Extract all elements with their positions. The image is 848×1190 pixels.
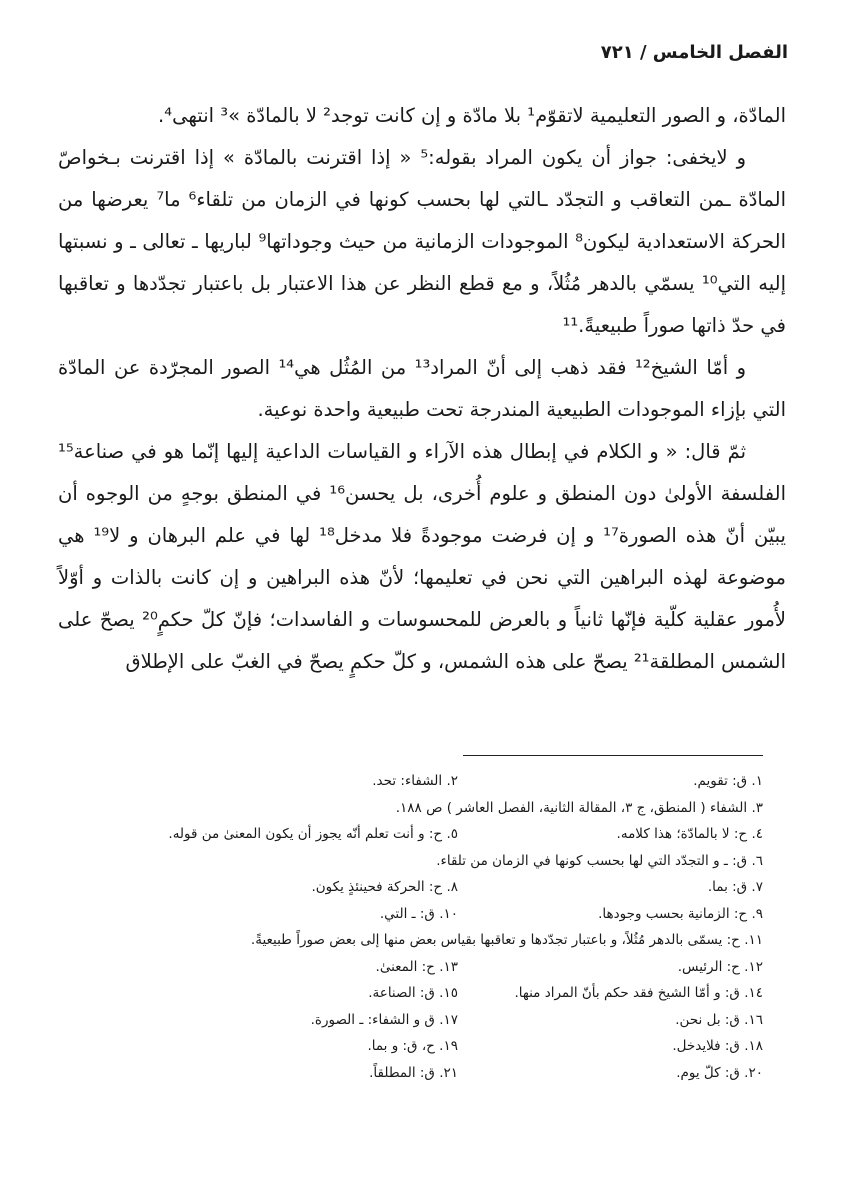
footnote-row — [95, 954, 763, 981]
footnote-row — [95, 768, 763, 795]
footnote: ٢٠. ق: كلّ يوم. — [676, 1064, 763, 1081]
main-text — [58, 95, 786, 683]
paragraph: و لايخفى: جواز أن يكون المراد بقوله:⁵ « إذا اقترنت بالمادّة » إذا اقترنت بـخواصّ المادّة ـمن التعاقب و التجدّد ـالتي لها بحسب كونها في الزمان من تلقاء⁶ ما⁷ يعرضها من الحركة الاستعدادية ليكون⁸ الموجودات الزمانية من حيث وجوداتها⁹ لباريها ـ تعالى ـ و نسبتها إليه التي¹⁰ يسمّي بالدهر مُثُلاً، و مع قطع النظر عن هذا الاعتبار بل باعتبار تجدّدها و تعاقبها في حدّ ذاتها صوراً طبيعيةً.¹¹ — [58, 146, 787, 337]
footnote: ١٩. ح، ق: و بما. — [367, 1038, 458, 1054]
footnotes — [95, 768, 763, 1086]
footnote-row — [95, 795, 763, 822]
footnote-row — [95, 1060, 763, 1087]
footnote-row — [95, 848, 763, 875]
footnote: ٧. ق: بما. — [707, 879, 763, 895]
footnote: ٣. الشفاء ( المنطق، ج ٣، المقالة الثانية، الفصل العاشر ) ص ١٨٨. — [395, 799, 763, 816]
footnote: ٨. ح: الحركة فحينئذٍ يكون. — [311, 879, 458, 895]
footnote-row — [95, 1033, 763, 1060]
footnote: ١٤. ق: و أمّا الشيخ فقد حكم بأنّ المراد منها. — [514, 985, 763, 1001]
footnote-separator — [0, 755, 848, 756]
footnote: ١٥. ق: الصناعة. — [368, 985, 458, 1001]
footnote: ١٨. ق: فلايدخل. — [672, 1038, 763, 1054]
footnote-row — [95, 927, 763, 954]
footnote: ٢١. ق: المطلقاً. — [369, 1064, 458, 1081]
footnote: ١٠. ق: ـ التي. — [379, 905, 458, 922]
footnote-row — [95, 901, 763, 928]
footnote: ١٣. ح: المعنىٰ. — [375, 958, 458, 975]
paragraph: المادّة، و الصور التعليمية لاتقوّم¹ بلا مادّة و إن كانت توجد² لا بالمادّة »³ انتهى⁴. — [158, 104, 786, 127]
footnote: ٦. ق: ـ و التجدّد التي لها بحسب كونها في الزمان من تلقاء. — [436, 852, 763, 869]
footnote: ١٦. ق: بل نحن. — [675, 1011, 763, 1028]
paragraph: و أمّا الشيخ¹² فقد ذهب إلى أنّ المراد¹³ من المُثُل هي¹⁴ الصور المجرّدة عن المادّة التي بإزاء الموجودات الطبيعية المندرجة تحت طبيعية واحدة نوعية. — [58, 356, 786, 421]
footnote: ٤. ح: لا بالمادّة؛ هذا كلامه. — [616, 826, 763, 842]
paragraph: ثمّ قال: « و الكلام في إبطال هذه الآراء و القياسات الداعية إليها إنّما هو في صناعة¹⁵ الفلسفة الأولىٰ دون المنطق و علوم أُخرى، بل يحسن¹⁶ في المنطق بوجهٍ من الوجوه أن يبيّن أنّ هذه الصورة¹⁷ و إن فرضت موجودةً فلا مدخل¹⁸ لها في علم البرهان و لا¹⁹ هي موضوعة لهذه البراهين التي نحن في تعليمها؛ لأنّ هذه البراهين و إن كانت بالذات و أوّلاً لأُمور عقلية كلّية فإنّها ثانياً و بالعرض للمحسوسات و الفاسدات؛ فإنّ كلّ حكمٍ²⁰ يصحّ على الشمس المطلقة²¹ يصحّ على هذه الشمس، و كلّ حكمٍ يصحّ في الغبّ على الإطلاق — [58, 440, 787, 673]
running-header: الفصل الخامس / ٧٢١ — [600, 42, 788, 63]
footnote-row — [95, 1007, 763, 1034]
footnote-row — [95, 821, 763, 848]
footnote: ١. ق: تقويم. — [693, 773, 763, 789]
footnote: ٥. ح: و أنت تعلم أنّه يجوز أن يكون المعنىٰ من قوله. — [168, 826, 458, 842]
footnote-row — [95, 980, 763, 1007]
footnote: ١١. ح: يسمّى بالدهر مُثُلاً، و باعتبار تجدّدها و تعاقبها بقياس بعض منها إلى بعض صوراً طبيعيةً. — [250, 932, 763, 948]
footnote: ١٢. ح: الرئيس. — [677, 958, 763, 975]
footnote-row — [95, 874, 763, 901]
footnote: ٢. الشفاء: تحد. — [372, 773, 458, 789]
footnote: ١٧. ق و الشفاء: ـ الصورة. — [310, 1011, 458, 1028]
footnote: ٩. ح: الزمانية بحسب وجودها. — [598, 905, 763, 922]
